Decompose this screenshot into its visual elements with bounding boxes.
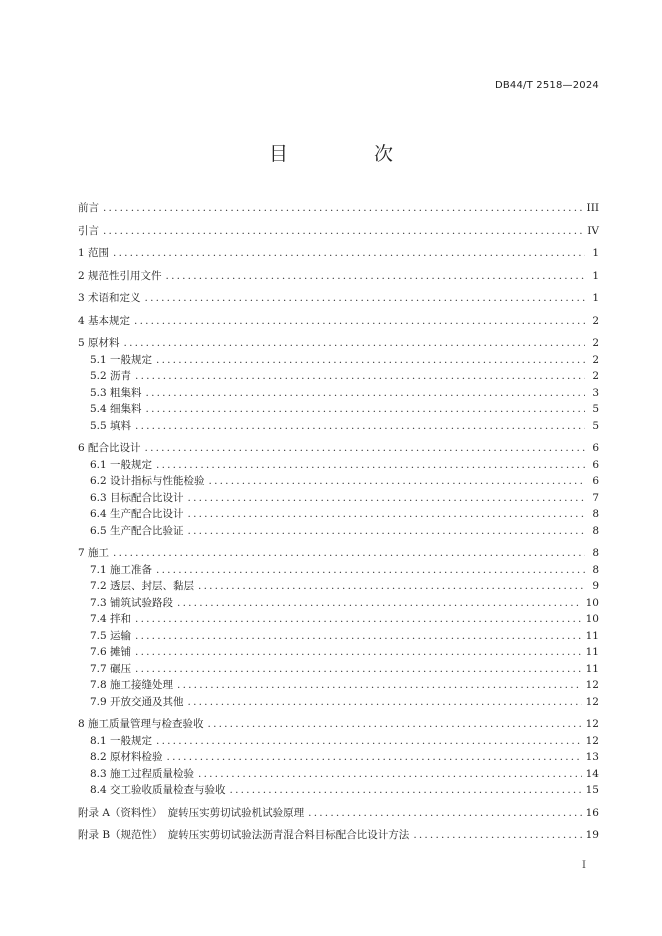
toc-dot-leader bbox=[177, 679, 582, 691]
toc-dot-leader bbox=[145, 292, 585, 304]
toc-entry[interactable] bbox=[78, 418, 599, 435]
toc-entry-page: 11 bbox=[585, 629, 599, 642]
toc-entry-label: 8.1 一般规定 bbox=[90, 734, 153, 747]
toc-entry-page: 1 bbox=[592, 269, 599, 282]
toc-dot-leader bbox=[135, 420, 585, 432]
page-title: 目 次 bbox=[268, 143, 434, 165]
toc-entry-label: 5.1 一般规定 bbox=[90, 353, 153, 366]
toc-entry-page: 19 bbox=[585, 829, 599, 841]
toc-entry-page: 13 bbox=[585, 751, 599, 763]
toc-dot-leader bbox=[145, 442, 585, 454]
toc-entry[interactable] bbox=[78, 523, 599, 540]
toc-entry[interactable] bbox=[78, 490, 599, 507]
toc-entry[interactable] bbox=[78, 677, 599, 694]
toc-entry-page: 6 bbox=[592, 458, 599, 471]
toc-entry-page: 5 bbox=[592, 419, 599, 432]
toc-entry-label: 8.4 交工验收质量检查与验收 bbox=[90, 784, 226, 796]
toc-entry-label: 8 施工质量管理与检查验收 bbox=[78, 718, 204, 730]
toc-entry-page: 1 bbox=[592, 292, 599, 304]
table-of-contents bbox=[78, 200, 599, 844]
toc-entry-label: 7.4 拌和 bbox=[90, 613, 132, 625]
toc-entry[interactable] bbox=[78, 401, 599, 418]
toc-entry[interactable] bbox=[78, 440, 599, 457]
toc-dot-leader bbox=[156, 735, 582, 747]
toc-dot-leader bbox=[146, 403, 585, 415]
toc-entry-label: 7.8 施工接缝处理 bbox=[90, 679, 174, 691]
toc-entry[interactable] bbox=[78, 223, 599, 240]
toc-entry-label: 6.3 目标配合比设计 bbox=[90, 491, 184, 504]
toc-dot-leader bbox=[188, 508, 585, 520]
toc-entry[interactable] bbox=[78, 611, 599, 628]
toc-entry[interactable] bbox=[78, 290, 599, 307]
toc-entry[interactable] bbox=[78, 628, 599, 645]
toc-entry-label: 5.4 细集料 bbox=[90, 403, 142, 415]
toc-entry[interactable] bbox=[78, 200, 599, 217]
toc-entry-label: 1 范围 bbox=[78, 247, 110, 259]
toc-dot-leader bbox=[134, 315, 585, 327]
toc-entry-label: 5.3 粗集料 bbox=[90, 386, 142, 399]
toc-dot-leader bbox=[208, 718, 582, 730]
toc-entry-label: 5.5 填料 bbox=[90, 419, 132, 432]
toc-entry-label: 2 规范性引用文件 bbox=[78, 269, 162, 282]
toc-dot-leader bbox=[156, 354, 585, 366]
toc-entry[interactable] bbox=[78, 545, 599, 562]
toc-entry[interactable] bbox=[78, 733, 599, 750]
toc-entry-page: 5 bbox=[592, 403, 599, 415]
toc-dot-leader bbox=[166, 270, 585, 282]
toc-entry-label: 7.1 施工准备 bbox=[90, 563, 153, 576]
toc-entry-page: 2 bbox=[592, 370, 599, 382]
toc-dot-leader bbox=[135, 646, 582, 658]
toc-dot-leader bbox=[308, 807, 581, 819]
toc-entry-page: 14 bbox=[585, 767, 599, 780]
toc-dot-leader bbox=[198, 580, 585, 592]
toc-dot-leader bbox=[113, 247, 585, 259]
page-number: I bbox=[582, 860, 586, 871]
toc-entry-page: 15 bbox=[585, 784, 599, 796]
toc-entry[interactable] bbox=[78, 766, 599, 783]
toc-entry[interactable] bbox=[78, 385, 599, 402]
toc-entry-label: 5.2 沥青 bbox=[90, 370, 132, 382]
toc-entry[interactable] bbox=[78, 827, 599, 844]
toc-entry-label: 7.6 摊铺 bbox=[90, 646, 132, 658]
toc-dot-leader bbox=[135, 370, 585, 382]
toc-entry-label: 引言 bbox=[78, 224, 99, 237]
toc-entry[interactable] bbox=[78, 644, 599, 661]
toc-dot-leader bbox=[188, 492, 585, 504]
toc-entry[interactable] bbox=[78, 749, 599, 766]
toc-entry[interactable] bbox=[78, 473, 599, 490]
toc-entry-page: 8 bbox=[592, 547, 599, 559]
toc-entry-page: 8 bbox=[592, 563, 599, 576]
toc-dot-leader bbox=[103, 202, 583, 214]
toc-entry[interactable] bbox=[78, 352, 599, 369]
toc-entry-page: 12 bbox=[585, 695, 599, 708]
document-code: DB44/T 2518—2024 bbox=[494, 80, 599, 91]
toc-entry-label: 8.3 施工过程质量检验 bbox=[90, 767, 195, 780]
toc-entry-page: IV bbox=[587, 224, 599, 237]
toc-entry-label: 3 术语和定义 bbox=[78, 292, 141, 304]
toc-entry-page: 2 bbox=[592, 314, 599, 327]
toc-dot-leader bbox=[113, 547, 585, 559]
toc-entry-label: 6 配合比设计 bbox=[78, 442, 141, 454]
toc-entry-label: 7.5 运输 bbox=[90, 629, 132, 642]
toc-entry-page: 9 bbox=[592, 580, 599, 592]
toc-entry-label: 7.3 铺筑试验路段 bbox=[90, 596, 174, 609]
toc-dot-leader bbox=[146, 387, 585, 399]
toc-entry-page: 11 bbox=[585, 646, 599, 658]
toc-dot-leader bbox=[177, 597, 582, 609]
toc-entry-page: 2 bbox=[592, 353, 599, 366]
toc-entry-label: 附录 A（资料性） 旋转压实剪切试验机试验原理 bbox=[78, 806, 305, 819]
toc-dot-leader bbox=[135, 630, 582, 642]
toc-entry-page: 12 bbox=[585, 734, 599, 747]
toc-entry-page: 10 bbox=[585, 613, 599, 625]
toc-dot-leader bbox=[167, 751, 582, 763]
toc-entry-page: 1 bbox=[592, 247, 599, 259]
toc-dot-leader bbox=[198, 768, 582, 780]
toc-entry-page: III bbox=[586, 202, 599, 214]
toc-dot-leader bbox=[135, 663, 582, 675]
toc-entry-label: 4 基本规定 bbox=[78, 314, 131, 327]
toc-entry[interactable] bbox=[78, 782, 599, 799]
toc-entry-label: 6.5 生产配合比验证 bbox=[90, 524, 184, 537]
toc-entry-page: 8 bbox=[592, 508, 599, 520]
toc-dot-leader bbox=[156, 564, 585, 576]
toc-entry-label: 7.7 碾压 bbox=[90, 662, 132, 675]
toc-entry-page: 12 bbox=[585, 679, 599, 691]
toc-entry[interactable] bbox=[78, 595, 599, 612]
toc-entry[interactable] bbox=[78, 368, 599, 385]
toc-entry-label: 8.2 原材料检验 bbox=[90, 751, 163, 763]
toc-entry[interactable] bbox=[78, 268, 599, 285]
toc-entry[interactable] bbox=[78, 578, 599, 595]
toc-entry-label: 6.1 一般规定 bbox=[90, 458, 153, 471]
toc-entry-page: 6 bbox=[592, 442, 599, 454]
toc-entry-page: 3 bbox=[592, 386, 599, 399]
toc-dot-leader bbox=[188, 696, 582, 708]
toc-entry-page: 11 bbox=[585, 662, 599, 675]
toc-dot-leader bbox=[156, 459, 585, 471]
toc-dot-leader bbox=[209, 475, 585, 487]
toc-entry[interactable] bbox=[78, 506, 599, 523]
toc-entry-label: 7.2 透层、封层、黏层 bbox=[90, 580, 195, 592]
toc-entry[interactable] bbox=[78, 562, 599, 579]
toc-entry[interactable] bbox=[78, 457, 599, 474]
toc-entry-label: 6.2 设计指标与性能检验 bbox=[90, 475, 205, 487]
toc-entry[interactable] bbox=[78, 245, 599, 262]
toc-entry-page: 2 bbox=[592, 337, 599, 349]
toc-entry[interactable] bbox=[78, 335, 599, 352]
toc-entry-page: 16 bbox=[585, 806, 599, 819]
toc-dot-leader bbox=[188, 525, 585, 537]
toc-entry-label: 5 原材料 bbox=[78, 337, 120, 349]
toc-entry-label: 附录 B（规范性） 旋转压实剪切试验法沥青混合料目标配合比设计方法 bbox=[78, 829, 410, 841]
toc-entry[interactable] bbox=[78, 716, 599, 733]
toc-entry[interactable] bbox=[78, 805, 599, 822]
toc-entry-label: 7 施工 bbox=[78, 547, 110, 559]
toc-entry-page: 7 bbox=[592, 491, 599, 504]
toc-dot-leader bbox=[413, 829, 581, 841]
toc-entry-label: 前言 bbox=[78, 202, 99, 214]
toc-entry-page: 6 bbox=[592, 475, 599, 487]
toc-dot-leader bbox=[103, 225, 583, 237]
toc-entry-page: 12 bbox=[585, 718, 599, 730]
toc-entry[interactable] bbox=[78, 313, 599, 330]
toc-entry[interactable] bbox=[78, 694, 599, 711]
toc-entry-page: 8 bbox=[592, 524, 599, 537]
toc-entry[interactable] bbox=[78, 661, 599, 678]
toc-dot-leader bbox=[135, 613, 582, 625]
toc-dot-leader bbox=[230, 784, 582, 796]
toc-entry-page: 10 bbox=[585, 596, 599, 609]
toc-entry-label: 6.4 生产配合比设计 bbox=[90, 508, 184, 520]
toc-entry-label: 7.9 开放交通及其他 bbox=[90, 695, 184, 708]
toc-dot-leader bbox=[124, 337, 585, 349]
